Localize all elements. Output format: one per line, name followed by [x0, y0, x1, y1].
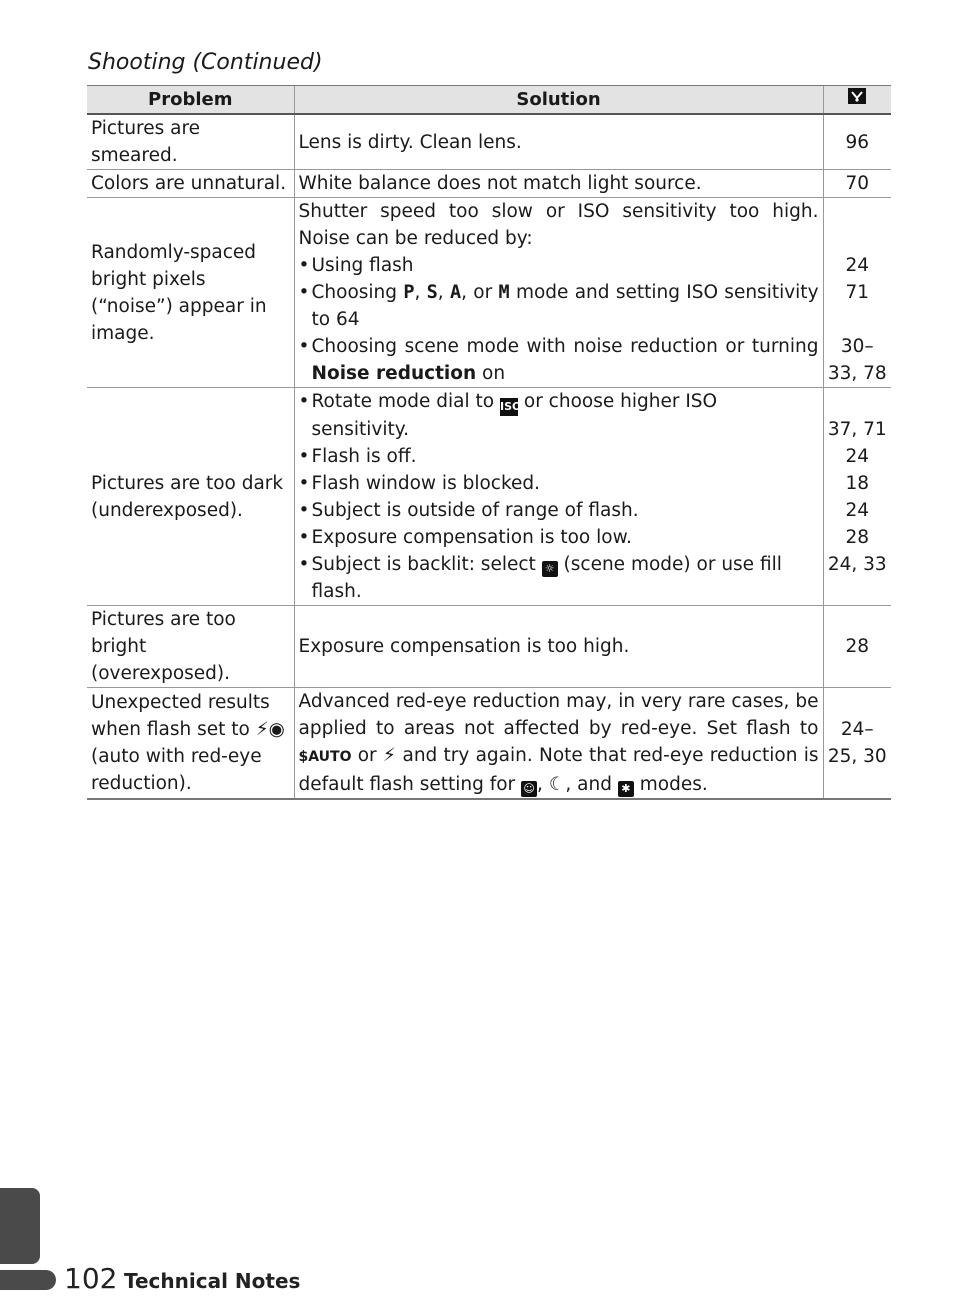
solution-text: modes. [633, 774, 708, 795]
solution-cell: Exposure compensation is too high. [294, 606, 823, 688]
problem-cell: Pictures are too bright (overexposed). [87, 606, 294, 688]
solution-bullet: • Exposure compensation is too low. [299, 524, 819, 551]
flash-auto-icon: $AUTO [298, 749, 352, 765]
page-ref: 24 [845, 499, 870, 521]
night-portrait-icon: ☾ [548, 774, 566, 795]
page-ref: 24, 33 [827, 553, 887, 575]
mode-s-icon: S [426, 282, 438, 303]
solution-intro: Shutter speed too slow or ISO sensitivity too high. Noise can be reduced by: [298, 201, 819, 249]
solution-bullet: • Flash is off. [299, 443, 819, 470]
problem-cell [87, 688, 294, 800]
solution-cell [294, 388, 823, 606]
page-bar [0, 1270, 56, 1290]
solution-bullet [299, 333, 819, 387]
page-reference-icon [847, 87, 867, 105]
problem-text: Unexpected results when flash set to [91, 692, 270, 740]
bullet-text: on [476, 363, 506, 384]
page-ref: 18 [845, 472, 870, 494]
table-row [87, 606, 891, 688]
problem-cell: Pictures are smeared. [87, 114, 294, 170]
solution-cell: Lens is dirty. Clean lens. [294, 114, 823, 170]
header-solution: Solution [294, 86, 823, 115]
solution-text: or [351, 745, 383, 766]
fill-flash-icon: ⚡ [382, 745, 397, 766]
party-indoor-icon: ✱ [618, 781, 634, 797]
solution-bullet: • Using flash [299, 252, 819, 279]
bullet-text: or choose higher ISO sensitivity. [311, 391, 718, 440]
page-ref: 30–33, 78 [827, 336, 887, 384]
table-row [87, 688, 891, 800]
footer-section-title: Technical Notes [124, 1269, 301, 1293]
bullet-text: Subject is backlit: select [311, 554, 542, 575]
auto-high-iso-icon: ISO [500, 398, 518, 416]
bullet-text: Rotate mode dial to [311, 391, 500, 412]
mode-a-icon: A [449, 282, 462, 303]
page-ref: 37, 71 [827, 418, 887, 440]
mode-m-icon: M [498, 282, 510, 303]
page-ref-cell: 96 [823, 114, 891, 170]
problem-cell: Pictures are too dark (underexposed). [87, 388, 294, 606]
bullet-text: Choosing [311, 282, 404, 303]
page-number: 102 [64, 1262, 118, 1295]
menu-item-name: Noise reduction [311, 363, 477, 384]
page-ref: 28 [845, 526, 870, 548]
solution-text: and try again. Note that red-eye reduction is default flash setting for [298, 745, 819, 795]
bullet-text: Choosing scene mode with noise reduction or turning [311, 336, 819, 357]
solution-bullet [299, 551, 819, 605]
page-ref-cell [823, 388, 891, 606]
troubleshooting-table [87, 85, 891, 800]
solution-bullet: • Subject is outside of range of flash. [299, 497, 819, 524]
page-ref-cell [823, 198, 891, 388]
solution-bullet [299, 279, 819, 333]
separator: , [414, 282, 427, 303]
mode-p-icon: P [403, 282, 415, 303]
table-row [87, 388, 891, 606]
bullet-text: mode and setting ISO sensitivity to 64 [311, 282, 819, 330]
page-ref-cell: 24–25, 30 [823, 688, 891, 800]
red-eye-flash-icon: ⚡◉ [255, 719, 285, 740]
solution-bullet: • Flash window is blocked. [299, 470, 819, 497]
table-row [87, 114, 891, 170]
problem-cell: Randomly-spaced bright pixels (“noise”) appear in image. [87, 198, 294, 388]
backlighting-icon: ☼ [542, 561, 558, 577]
solution-cell: White balance does not match light source. [294, 170, 823, 198]
table-row [87, 198, 891, 388]
chapter-tab [0, 1188, 40, 1264]
page-ref: 24 [845, 445, 870, 467]
table-header-row [87, 86, 891, 115]
header-problem: Problem [87, 86, 294, 115]
problem-text: (auto with red-eye reduction). [91, 746, 262, 794]
page-ref: 71 [845, 282, 870, 303]
solution-cell [294, 688, 823, 800]
page-ref-cell: 70 [823, 170, 891, 198]
solution-text: , and [565, 774, 618, 795]
header-reference [823, 86, 891, 115]
bullet-text: (scene mode) or use fill flash. [311, 554, 782, 602]
solution-cell [294, 198, 823, 388]
solution-bullet [299, 388, 819, 443]
page-ref: 24 [845, 255, 870, 276]
solution-text: , [537, 774, 549, 795]
problem-cell: Colors are unnatural. [87, 170, 294, 198]
section-title: Shooting (Continued) [88, 50, 323, 75]
page-ref-cell: 28 [823, 606, 891, 688]
separator: , [437, 282, 450, 303]
solution-text: Advanced red-eye reduction may, in very rare cases, be applied to areas not affected by red-eye. Set flash to [298, 691, 819, 739]
separator: , or [461, 282, 499, 303]
portrait-icon: ☺ [521, 781, 537, 797]
table-row [87, 170, 891, 198]
